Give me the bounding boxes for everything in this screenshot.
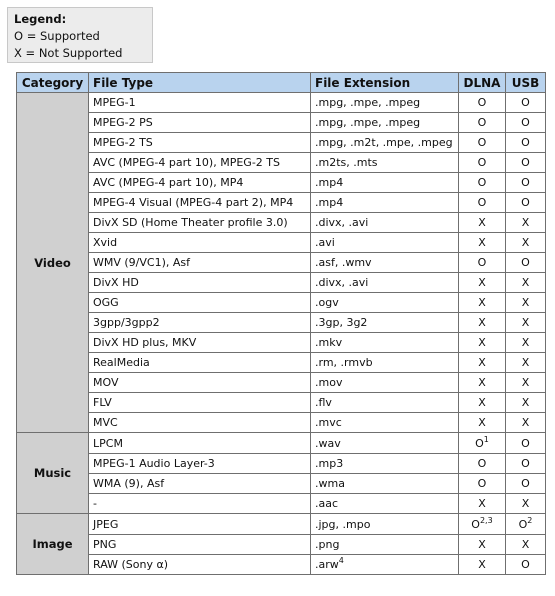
- file-extension-cell: [311, 193, 459, 213]
- dlna-support-cell: [459, 193, 506, 213]
- usb-support-value: X: [521, 376, 530, 389]
- file-extension-text: .divx, .avi: [315, 276, 369, 289]
- usb-support-value: O: [521, 176, 530, 189]
- usb-support-value: X: [521, 416, 530, 429]
- file-extension-text: .divx, .avi: [315, 216, 369, 229]
- table-row: [17, 173, 546, 193]
- usb-support-value: O: [521, 116, 530, 129]
- dlna-support-cell: [459, 535, 506, 555]
- usb-support-value: X: [521, 538, 530, 551]
- file-extension-text: .mp4: [315, 176, 344, 189]
- file-extension-text: .aac: [315, 497, 339, 510]
- header-dlna: DLNA: [459, 73, 506, 93]
- file-extension-cell: [311, 293, 459, 313]
- file-extension-cell: [311, 413, 459, 433]
- usb-support-cell: [506, 494, 546, 514]
- table-row: [17, 514, 546, 535]
- dlna-support-value: X: [478, 296, 486, 309]
- file-extension-cell: [311, 555, 459, 575]
- usb-support-cell: [506, 555, 546, 575]
- file-extension-cell: [311, 373, 459, 393]
- usb-support-cell: [506, 454, 546, 474]
- dlna-support-cell: [459, 273, 506, 293]
- usb-support-cell: [506, 474, 546, 494]
- file-type-cell: MPEG-1: [89, 93, 311, 113]
- dlna-support-value: O: [477, 196, 487, 209]
- file-extension-cell: [311, 454, 459, 474]
- table-row: [17, 433, 546, 454]
- table-row: [17, 253, 546, 273]
- usb-support-value: X: [521, 356, 530, 369]
- usb-support-cell: [506, 373, 546, 393]
- usb-support-cell: [506, 93, 546, 113]
- file-type-cell: MPEG-2 TS: [89, 133, 311, 153]
- usb-support-value: O: [521, 436, 530, 450]
- file-type-cell: MVC: [89, 413, 311, 433]
- usb-support-cell: [506, 535, 546, 555]
- file-type-cell: Xvid: [89, 233, 311, 253]
- file-extension-cell: [311, 353, 459, 373]
- usb-support-value: X: [521, 497, 530, 510]
- table-row: [17, 193, 546, 213]
- dlna-support-value: O: [477, 156, 487, 169]
- dlna-support-cell: [459, 253, 506, 273]
- file-type-cell: MOV: [89, 373, 311, 393]
- file-extension-cell: [311, 233, 459, 253]
- footnote-marker: 2: [527, 515, 533, 525]
- usb-support-value: X: [521, 296, 530, 309]
- usb-support-cell: [506, 273, 546, 293]
- usb-support-value: X: [521, 236, 530, 249]
- file-extension-cell: [311, 173, 459, 193]
- table-row: [17, 273, 546, 293]
- dlna-support-value: O: [477, 136, 487, 149]
- dlna-support-cell: [459, 555, 506, 575]
- file-extension-cell: [311, 133, 459, 153]
- file-type-cell: DivX HD: [89, 273, 311, 293]
- usb-support-value: O: [521, 136, 530, 149]
- file-extension-text: .mp4: [315, 196, 344, 209]
- file-extension-text: .avi: [315, 236, 335, 249]
- file-extension-cell: [311, 474, 459, 494]
- file-extension-text: .png: [315, 538, 340, 551]
- usb-support-cell: [506, 393, 546, 413]
- table-row: [17, 413, 546, 433]
- usb-support-value: O: [521, 477, 530, 490]
- dlna-support-cell: [459, 333, 506, 353]
- table-row: [17, 153, 546, 173]
- table-row: [17, 313, 546, 333]
- dlna-support-value: O: [477, 116, 487, 129]
- header-category: Category: [17, 73, 89, 93]
- table-row: [17, 494, 546, 514]
- file-extension-text: .mvc: [315, 416, 342, 429]
- file-extension-text: .jpg, .mpo: [315, 517, 371, 531]
- table-row: [17, 555, 546, 575]
- file-type-cell: LPCM: [89, 433, 311, 454]
- dlna-support-cell: [459, 153, 506, 173]
- file-extension-cell: [311, 433, 459, 454]
- dlna-support-value: X: [478, 538, 486, 551]
- dlna-support-value: X: [478, 356, 486, 369]
- file-extension-cell: [311, 333, 459, 353]
- file-extension-cell: [311, 514, 459, 535]
- dlna-support-value: X: [478, 396, 486, 409]
- table-row: [17, 454, 546, 474]
- file-type-cell: FLV: [89, 393, 311, 413]
- legend-supported: O = Supported: [14, 29, 100, 43]
- file-extension-text: .mp3: [315, 457, 344, 470]
- usb-support-value: O: [521, 196, 530, 209]
- dlna-support-cell: [459, 293, 506, 313]
- usb-support-cell: [506, 433, 546, 454]
- legend-not-supported: X = Not Supported: [14, 46, 123, 60]
- file-type-cell: -: [89, 494, 311, 514]
- usb-support-cell: [506, 514, 546, 535]
- file-extension-cell: [311, 153, 459, 173]
- dlna-support-value: O: [477, 176, 487, 189]
- usb-support-cell: [506, 333, 546, 353]
- footnote-marker: 4: [338, 556, 344, 565]
- header-file-type: File Type: [89, 73, 311, 93]
- file-extension-cell: [311, 494, 459, 514]
- dlna-support-value: O: [477, 457, 487, 470]
- file-type-cell: RAW (Sony α): [89, 555, 311, 575]
- file-extension-text: .mpg, .m2t, .mpe, .mpeg: [315, 136, 453, 149]
- dlna-support-cell: [459, 313, 506, 333]
- legend-box: [7, 7, 153, 63]
- table-row: [17, 113, 546, 133]
- dlna-support-value: O: [475, 436, 484, 450]
- dlna-support-value: X: [478, 376, 486, 389]
- file-extension-cell: [311, 273, 459, 293]
- file-extension-text: .mov: [315, 376, 343, 389]
- file-extension-text: .mkv: [315, 336, 343, 349]
- file-extension-text: .wma: [315, 477, 345, 490]
- dlna-support-cell: [459, 393, 506, 413]
- file-type-cell: JPEG: [89, 514, 311, 535]
- file-type-cell: DivX HD plus, MKV: [89, 333, 311, 353]
- dlna-support-cell: [459, 494, 506, 514]
- table-row: [17, 133, 546, 153]
- file-type-cell: 3gpp/3gpp2: [89, 313, 311, 333]
- usb-support-cell: [506, 313, 546, 333]
- table-row: [17, 213, 546, 233]
- dlna-support-cell: [459, 373, 506, 393]
- usb-support-value: O: [521, 156, 530, 169]
- dlna-support-cell: [459, 474, 506, 494]
- usb-support-value: X: [521, 396, 530, 409]
- table-row: [17, 474, 546, 494]
- dlna-support-cell: [459, 93, 506, 113]
- file-type-cell: MPEG-1 Audio Layer-3: [89, 454, 311, 474]
- usb-support-value: O: [521, 558, 530, 571]
- usb-support-cell: [506, 153, 546, 173]
- table-row: [17, 93, 546, 113]
- file-extension-text: .3gp, 3g2: [315, 316, 368, 329]
- dlna-support-value: X: [478, 216, 486, 229]
- dlna-support-value: X: [478, 276, 486, 289]
- usb-support-cell: [506, 213, 546, 233]
- file-extension-text: .mpg, .mpe, .mpeg: [315, 116, 421, 129]
- file-extension-cell: [311, 535, 459, 555]
- file-type-cell: AVC (MPEG-4 part 10), MP4: [89, 173, 311, 193]
- table-row: [17, 373, 546, 393]
- category-cell: Music: [17, 433, 89, 514]
- file-extension-text: .flv: [315, 396, 332, 409]
- file-type-cell: DivX SD (Home Theater profile 3.0): [89, 213, 311, 233]
- file-extension-cell: [311, 393, 459, 413]
- file-extension-cell: [311, 313, 459, 333]
- dlna-support-cell: [459, 433, 506, 454]
- file-extension-text: .mpg, .mpe, .mpeg: [315, 96, 421, 109]
- dlna-support-value: O: [477, 477, 487, 490]
- usb-support-value: X: [521, 336, 530, 349]
- usb-support-cell: [506, 173, 546, 193]
- usb-support-value: O: [521, 256, 530, 269]
- format-support-table: [16, 72, 546, 575]
- table-row: [17, 293, 546, 313]
- usb-support-value: X: [521, 316, 530, 329]
- table-row: [17, 333, 546, 353]
- dlna-support-value: O: [471, 517, 480, 531]
- table-header-row: [17, 73, 546, 93]
- file-extension-text: .rm, .rmvb: [315, 356, 373, 369]
- usb-support-cell: [506, 293, 546, 313]
- usb-support-cell: [506, 193, 546, 213]
- file-extension-cell: [311, 253, 459, 273]
- category-cell: Video: [17, 93, 89, 433]
- dlna-support-cell: [459, 213, 506, 233]
- table-row: [17, 535, 546, 555]
- dlna-support-cell: [459, 233, 506, 253]
- usb-support-value: X: [521, 216, 530, 229]
- file-type-cell: WMV (9/VC1), Asf: [89, 253, 311, 273]
- file-extension-text: .wav: [315, 436, 341, 450]
- category-cell: Image: [17, 514, 89, 575]
- file-type-cell: WMA (9), Asf: [89, 474, 311, 494]
- dlna-support-value: O: [477, 96, 487, 109]
- usb-support-value: X: [521, 276, 530, 289]
- usb-support-value: O: [518, 517, 528, 531]
- file-extension-text: .ogv: [315, 296, 339, 309]
- dlna-support-cell: [459, 133, 506, 153]
- dlna-support-value: X: [478, 316, 486, 329]
- file-type-cell: MPEG-4 Visual (MPEG-4 part 2), MP4: [89, 193, 311, 213]
- usb-support-value: O: [521, 457, 530, 470]
- dlna-support-value: X: [478, 497, 486, 510]
- dlna-support-value: X: [478, 336, 486, 349]
- usb-support-cell: [506, 233, 546, 253]
- file-extension-text: .arw: [315, 558, 339, 571]
- file-type-cell: AVC (MPEG-4 part 10), MPEG-2 TS: [89, 153, 311, 173]
- file-extension-cell: [311, 113, 459, 133]
- dlna-support-value: X: [478, 236, 486, 249]
- footnote-marker: 1: [483, 434, 489, 444]
- footnote-marker: 2,3: [479, 515, 493, 525]
- dlna-support-cell: [459, 113, 506, 133]
- usb-support-cell: [506, 113, 546, 133]
- usb-support-cell: [506, 413, 546, 433]
- usb-support-cell: [506, 353, 546, 373]
- header-file-extension: File Extension: [311, 73, 459, 93]
- legend-title: Legend:: [14, 12, 67, 26]
- table-row: [17, 353, 546, 373]
- dlna-support-cell: [459, 173, 506, 193]
- file-extension-text: .m2ts, .mts: [315, 156, 378, 169]
- file-type-cell: RealMedia: [89, 353, 311, 373]
- file-extension-cell: [311, 213, 459, 233]
- dlna-support-cell: [459, 514, 506, 535]
- dlna-support-cell: [459, 353, 506, 373]
- header-usb: USB: [506, 73, 546, 93]
- dlna-support-value: O: [477, 256, 487, 269]
- usb-support-cell: [506, 253, 546, 273]
- file-extension-cell: [311, 93, 459, 113]
- file-type-cell: PNG: [89, 535, 311, 555]
- dlna-support-value: X: [478, 416, 486, 429]
- file-type-cell: MPEG-2 PS: [89, 113, 311, 133]
- file-type-cell: OGG: [89, 293, 311, 313]
- usb-support-value: O: [521, 96, 530, 109]
- usb-support-cell: [506, 133, 546, 153]
- dlna-support-value: X: [478, 558, 486, 571]
- dlna-support-cell: [459, 454, 506, 474]
- file-extension-text: .asf, .wmv: [315, 256, 372, 269]
- table-body: [17, 93, 546, 575]
- dlna-support-cell: [459, 413, 506, 433]
- table-row: [17, 233, 546, 253]
- table-row: [17, 393, 546, 413]
